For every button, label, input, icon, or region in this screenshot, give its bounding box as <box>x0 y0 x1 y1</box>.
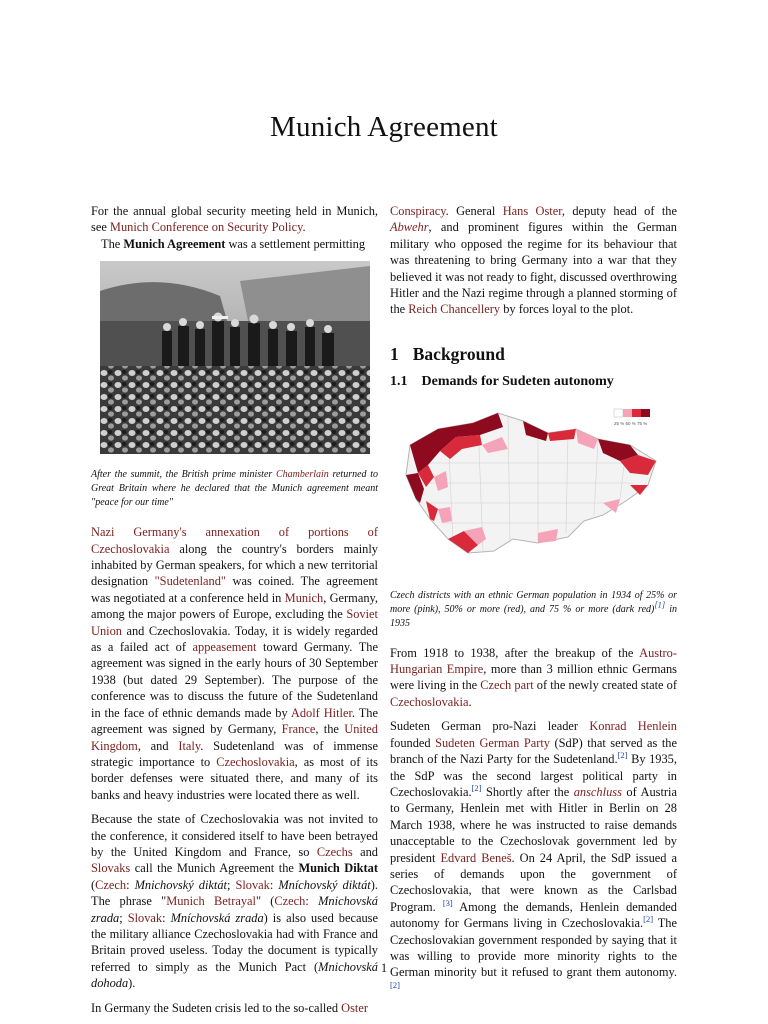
map-legend <box>614 409 650 426</box>
link-austro-hungarian-empire[interactable]: Austro-Hungarian Empire <box>390 645 677 677</box>
link-czechoslovakia[interactable]: Czechoslovakia <box>216 754 295 769</box>
ref-1[interactable]: [1] <box>654 599 666 610</box>
link-sudetenland[interactable]: "Sudetenland" <box>154 574 226 589</box>
link-sudeten-german-party[interactable]: Sudeten German Party <box>435 735 551 750</box>
ref-2b[interactable]: [2] <box>471 782 482 793</box>
map-caption: Czech districts with an ethnic German population in 1934 of 25% or more (pink), 50% or more (red), and 75 % or more (dark red)[1] in 1935 <box>390 589 678 629</box>
paragraph-henlein: Sudeten German pro-Nazi leader Konrad Henlein founded Sudeten German Party (SdP) that served as the branch of the Nazi Party for the Sudetenland.[2] By 1935, the SdP was the second largest political party in Czechoslovakia.[2] Shortly after the anschluss of Austria to Germany, Henlein met with Hitler in Berlin on 28 March 1938, where he was instructed to raise demands unacceptable to the Czechoslovak government led by president Edvard Beneš. On 24 April, the SdP issued a series of demands upon the government of Czechoslovakia, that were known as the Carlsbad Program. [3] Among the demands, Henlein demanded autonomy for Germans living in Czechoslovakia.[2] The Czechoslovakian government responded by saying that it was willing to provide more minority rights to the German minority but it refused to grant them autonomy.[2] <box>390 719 677 990</box>
hatnote: For the annual global security meeting held in Munich, see Munich Conference on Security Policy. <box>91 204 378 235</box>
link-soviet-union[interactable]: Soviet Union <box>91 607 378 638</box>
link-annexation[interactable]: Nazi Germany's annexation of portions of Czechoslovakia <box>91 525 378 556</box>
page-title: Munich Agreement <box>270 111 498 143</box>
link-czechoslovakia-2[interactable]: Czechoslovakia <box>390 694 469 709</box>
link-hans-oster[interactable]: Hans Oster <box>502 204 562 218</box>
link-czech-part[interactable]: Czech part <box>480 678 534 693</box>
link-czech-language-2[interactable]: Czech <box>274 894 306 909</box>
ref-2c[interactable]: [2] <box>643 914 654 925</box>
link-abwehr[interactable]: Abwehr <box>390 220 429 235</box>
map-legend-text: 25 % 50 % 75 % <box>614 420 648 426</box>
link-slovak-language-2[interactable]: Slovak <box>127 910 163 925</box>
link-chamberlain[interactable]: Chamberlain <box>275 469 329 481</box>
paragraph-oster-start: In Germany the Sudeten crisis led to the so-called Oster <box>91 1000 368 1015</box>
intro-paragraph-start: The Munich Agreement was a settlement permitting <box>101 236 366 251</box>
link-slovak-language[interactable]: Slovak <box>235 877 270 892</box>
link-appeasement[interactable]: appeasement <box>192 640 257 655</box>
link-slovaks[interactable]: Slovaks <box>91 861 131 876</box>
photo-caption: After the summit, the British prime minister Chamberlain returned to Great Britain where he declared that the Munich agreement meant "peace for our time" <box>91 469 378 509</box>
link-munich-conference[interactable]: Munich Conference on Security Policy <box>109 220 303 235</box>
link-italy[interactable]: Italy <box>178 738 201 753</box>
link-czech-language[interactable]: Czech <box>95 877 127 892</box>
czech-districts-map <box>398 403 670 573</box>
link-united-kingdom[interactable]: United Kingdom <box>91 722 378 753</box>
link-reich-chancellery[interactable]: Reich Chancellery <box>408 302 501 317</box>
ref-2a[interactable]: [2] <box>617 749 628 760</box>
subsection-heading-sudeten: 1.1 Demands for Sudeten autonomy <box>390 374 614 390</box>
link-czechs[interactable]: Czechs <box>316 844 353 859</box>
right-column <box>390 203 677 997</box>
paragraph-1918: From 1918 to 1938, after the breakup of the Austro-Hungarian Empire, more than 3 million ethnic Germans were living in the Czech part of the newly created state of Czechoslovakia. <box>390 645 677 709</box>
left-column <box>91 203 378 1016</box>
link-konrad-henlein[interactable]: Konrad Henlein <box>589 719 677 734</box>
link-munich-betrayal[interactable]: Munich Betrayal <box>166 894 256 909</box>
link-anschluss[interactable]: anschluss <box>573 784 622 799</box>
link-oster-conspiracy[interactable]: Conspiracy <box>390 204 446 218</box>
munich-crowd-photo <box>100 261 370 454</box>
paragraph-oster-continued: Conspiracy. General Hans Oster, deputy head of the Abwehr, and prominent figures within the German military who opposed the regime for its behaviour that was threatening to bring Germany into a war that they believed it was not ready to fight, discussed overthrowing Hitler and the Nazi regime through a planned storming of the Reich Chancellery by forces loyal to the plot. <box>390 204 678 317</box>
ref-2d[interactable]: [2] <box>390 979 400 990</box>
link-adolf-hitler[interactable]: Adolf Hitler <box>290 705 352 720</box>
link-france[interactable]: France <box>281 722 316 737</box>
section-heading-background: 1 Background <box>390 343 505 364</box>
link-edvard-benes[interactable]: Edvard Beneš <box>440 850 512 865</box>
page-number: 1 <box>380 961 388 975</box>
link-munich[interactable]: Munich <box>284 590 324 605</box>
paragraph-betrayal: Because the state of Czechoslovakia was not invited to the conference, it considered itself to have been betrayed by the United Kingdom and France, so Czechs and Slovaks call the Munich Agreement the Munich Diktat (Czech: Mnichovský diktát; Slovak: Mníchovský diktát). The phrase "Munich Betrayal" (Czech: Mnichovská zrada; Slovak: Mníchovská zrada) is also used because the military alliance Czechoslovakia had with France and Britain proved useless. Today the document is typically referred to simply as the Munich Pact (Mnichovská dohoda). <box>91 812 378 991</box>
link-oster[interactable]: Oster <box>341 1000 368 1015</box>
ref-3[interactable]: [3] <box>442 897 453 908</box>
paragraph-annexation: Nazi Germany's annexation of portions of Czechoslovakia along the country's borders mainly inhabited by German speakers, for which a new territorial designation "Sudetenland" was coined. The agreement was negotiated at a conference held in Munich, Germany, among the major powers of Europe, excluding the Soviet Union and Czechoslovakia. Today, it is widely regarded as a failed act of appeasement toward Germany. The agreement was signed in the early hours of 30 September 1938 (but dated 29 September). The purpose of the conference was to discuss the future of the Sudetenland in the face of ethnic demands made by Adolf Hitler. The agreement was signed by Germany, France, the United Kingdom, and Italy. Sudetenland was of immense strategic importance to Czechoslovakia, as most of its border defenses were situated there, and many of its banks and heavy industries were located there as well. <box>91 525 379 802</box>
